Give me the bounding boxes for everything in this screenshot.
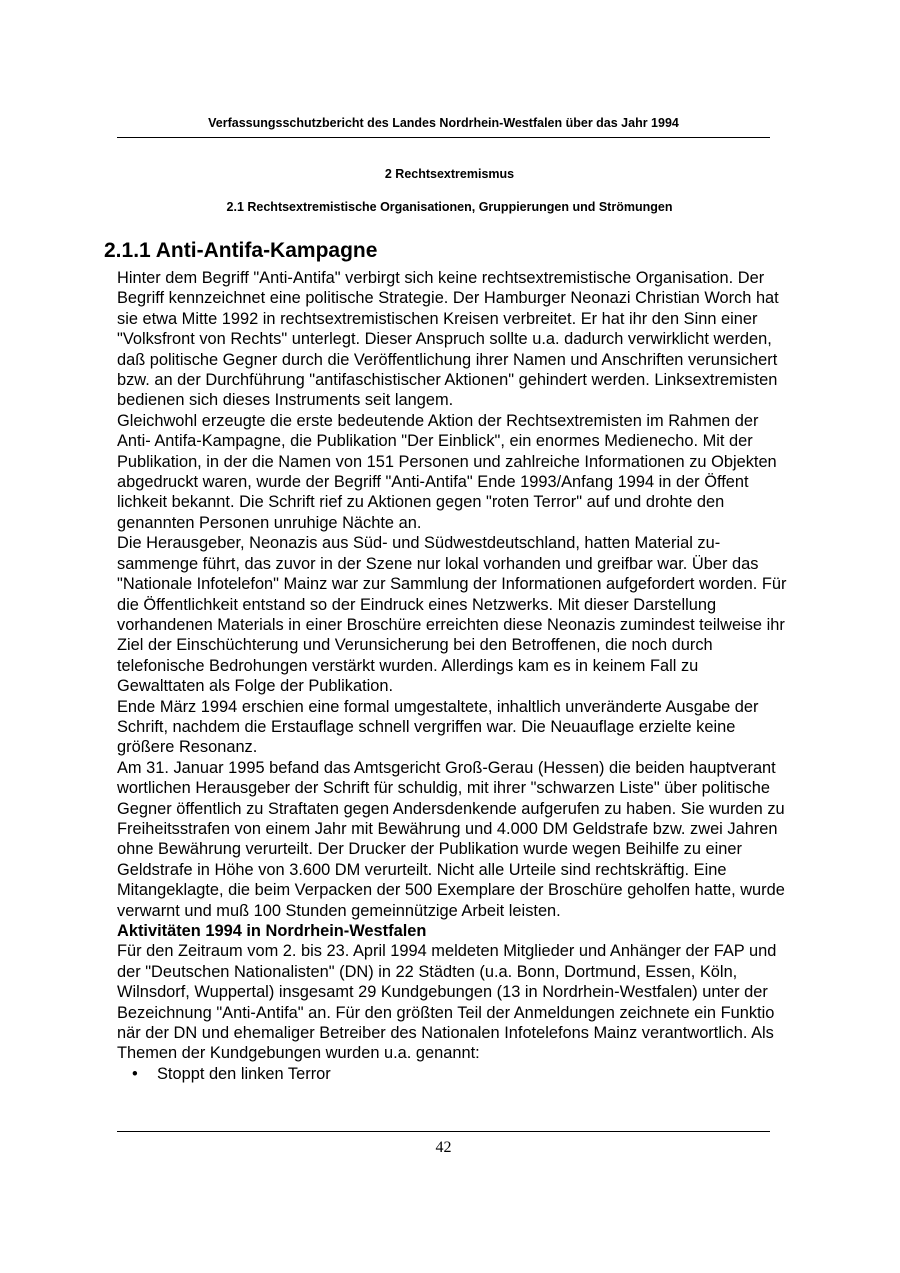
header-rule xyxy=(117,137,770,138)
paragraph: Gleichwohl erzeugte die erste bedeutende Aktion der Rechtsextremisten im Rahmen der Anti- Antifa-Kampagne, die Publikation "Der Einblick", ein enormes Medienecho. Mit der Publikation, in der die Namen von 151 Personen und zahlreiche Informationen zu Objekten abgedruckt waren, wurde der Begriff "Anti-Antifa" Ende 1993/Anfang 1994 in der Öffent lichkeit bekannt. Die Schrift rief zu Aktionen gegen "roten Terror" auf und drohte den genannten Personen unruhige Nächte an. xyxy=(117,411,777,532)
bullet-icon: • xyxy=(132,1064,138,1083)
page-header: Verfassungsschutzbericht des Landes Nordrhein-Westfalen über das Jahr 1994 xyxy=(208,116,679,130)
footer-rule xyxy=(117,1131,770,1132)
section-title: 2.1 Rechtsextremistische Organisationen, Gruppierungen und Strömungen xyxy=(226,200,673,214)
bullet-list xyxy=(117,1064,787,1084)
paragraph: Am 31. Januar 1995 befand das Amtsgericht Groß-Gerau (Hessen) die beiden hauptverant wortlichen Herausgeber der Schrift für schuldig, mit ihrer "schwarzen Liste" über politische Gegner öffentlich zu Straftaten gegen Andersdenkende aufgerufen zu haben. Sie wurden zu Freiheitsstrafen von einem Jahr mit Bewährung und 4.000 DM Geldstrafe bzw. zwei Jahren ohne Bewährung verurteilt. Der Drucker der Publikation wurde wegen Beihilfe zu einer Geldstrafe in Höhe von 3.600 DM verurteilt. Nicht alle Urteile sind rechtskräftig. Eine Mitangeklagte, die beim Verpacken der 500 Exemplare der Broschüre geholfen hatte, wurde verwarnt und muß 100 Stunden gemeinnützige Arbeit leisten. xyxy=(117,758,785,920)
activities-paragraph: Für den Zeitraum vom 2. bis 23. April 1994 meldeten Mitglieder und Anhänger der FAP und der "Deutschen Nationalisten" (DN) in 22 Städten (u.a. Bonn, Dortmund, Essen, Köln, Wilnsdorf, Wuppertal) insgesamt 29 Kundgebungen (13 in Nordrhein-Westfalen) unter der Bezeichnung "Anti-Antifa" an. Für den größten Teil der Anmeldungen zeichnete ein Funktio när der DN und ehemaliger Betreiber des Nationalen Infotelefons Mainz verantwortlich. Als Themen der Kundgebungen wurden u.a. genannt: xyxy=(117,942,777,1063)
paragraph: Hinter dem Begriff "Anti-Antifa" verbirgt sich keine rechtsextremistische Organisation. Der Begriff kennzeichnet eine politische Strategie. Der Hamburger Neonazi Christian Worch hat sie etwa Mitte 1992 in rechtsextremistischen Kreisen verbreitet. Er hat ihr den Sinn einer "Volksfront von Rechts" unterlegt. Dieser Anspruch sollte u.a. dadurch verwirklicht werden, daß politische Gegner durch die Veröffentlichung ihrer Namen und Anschriften verunsichert bzw. an der Durchführung "antifaschistischer Aktionen" gehindert werden. Linksextremisten bedienen sich dieses Instruments seit langem. xyxy=(117,269,779,410)
body-text xyxy=(117,268,787,1084)
paragraph: Ende März 1994 erschien eine formal umgestaltete, inhaltlich unveränderte Ausgabe der Schrift, nachdem die Erstauflage schnell vergriffen war. Die Neuauflage erzielte keine größere Resonanz. xyxy=(117,697,759,757)
list-item-text: Stoppt den linken Terror xyxy=(157,1064,331,1083)
activities-heading: Aktivitäten 1994 in Nordrhein-Westfalen xyxy=(117,922,427,940)
page-number: 42 xyxy=(435,1139,452,1156)
paragraph: Die Herausgeber, Neonazis aus Süd- und Südwestdeutschland, hatten Material zusammenge führt, das zuvor in der Szene nur lokal vorhanden und greifbar war. Über das "Nationale Infotelefon" Mainz war zur Sammlung der Informationen aufgefordert worden. Für die Öffentlichkeit entstand so der Eindruck eines Netzwerks. Mit dieser Darstellung vorhandenen Materials in einer Broschüre erreichten diese Neonazis zumindest teilweise ihr Ziel der Einschüchterung und Verunsicherung bei den Betroffenen, die noch durch telefonische Bedrohungen verstärkt wurden. Allerdings kam es in keinem Fall zu Gewalttaten als Folge der Publikation. xyxy=(117,534,787,696)
list-item xyxy=(117,1064,787,1084)
subsection-title: 2.1.1 Anti-Antifa-Kampagne xyxy=(104,239,378,262)
chapter-title: 2 Rechtsextremismus xyxy=(384,167,515,181)
